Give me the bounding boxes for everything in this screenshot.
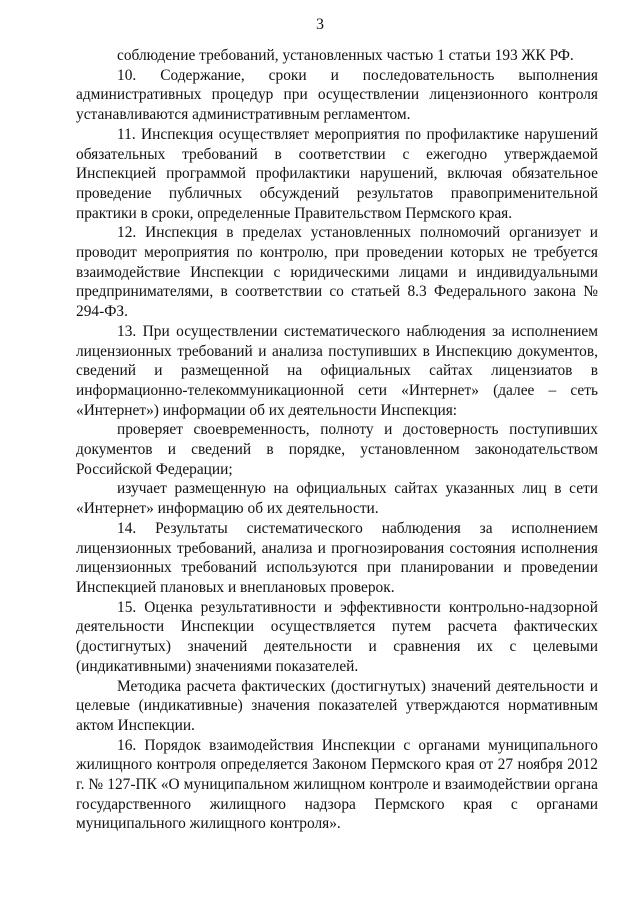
paragraph-14: 14. Результаты систематического наблюдения за исполнением лицензионных требований, анализа и прогнозирования состояния исполнения лицензионных требований используются при планировании и проведении Инспекцией плановых и внеплановых проверок. — [76, 519, 598, 596]
paragraph-continuation: соблюдение требований, установленных частью 1 статьи 193 ЖК РФ. — [117, 47, 574, 64]
document-body — [76, 46, 598, 834]
paragraph-16: 16. Порядок взаимодействия Инспекции с органами муниципального жилищного контроля определяется Законом Пермского края от 27 ноября 2012 г. № 127-ПК «О муниципальном жилищном контроле и взаимодействии органа государственного жилищного надзора Пермского края с органами муниципального жилищного контроля». — [76, 736, 598, 833]
paragraph-10: 10. Содержание, сроки и последовательность выполнения административных процедур при осуществлении лицензионного контроля устанавливаются административным регламентом. — [76, 66, 598, 124]
paragraph-13: 13. При осуществлении систематического наблюдения за исполнением лицензионных требований и анализа поступивших в Инспекцию документов, сведений и размещенной на официальных сайтах лицензиатов в информационно-телекоммуникационной сети «Интернет» (далее – сеть «Интернет») информации об их деятельности Инспекция: — [76, 322, 598, 419]
paragraph-15: 15. Оценка результативности и эффективности контрольно-надзорной деятельности Инспекции осуществляется путем расчета фактических (достигнутых) значений деятельности и сравнения их с целевыми (индикативными) значениями показателей. — [76, 598, 598, 675]
paragraph-11: 11. Инспекция осуществляет мероприятия по профилактике нарушений обязательных требований в соответствии с ежегодно утверждаемой Инспекцией программой профилактики нарушений, включая обязательное проведение публичных обсуждений результатов правоприменительной практики в сроки, определенные Правительством Пермского края. — [76, 125, 598, 222]
paragraph-13-item-2: изучает размещенную на официальных сайтах указанных лиц в сети «Интернет» информацию об их деятельности. — [76, 480, 598, 518]
paragraph-13-item-1: проверяет своевременность, полноту и достоверность поступивших документов и сведений в порядке, установленном законодательством Российской Федерации; — [76, 421, 598, 478]
paragraph-15-methodology: Методика расчета фактических (достигнутых) значений деятельности и целевые (индикативные) значения показателей утверждаются нормативным актом Инспекции. — [76, 677, 598, 734]
page-number: 3 — [316, 16, 324, 33]
paragraph-12: 12. Инспекция в пределах установленных полномочий организует и проводит мероприятия по контролю, при проведении которых не требуется взаимодействие Инспекции с юридическими лицами и индивидуальными предпринимателями, в соответствии со статьей 8.3 Федерального закона № 294-ФЗ. — [76, 224, 598, 321]
